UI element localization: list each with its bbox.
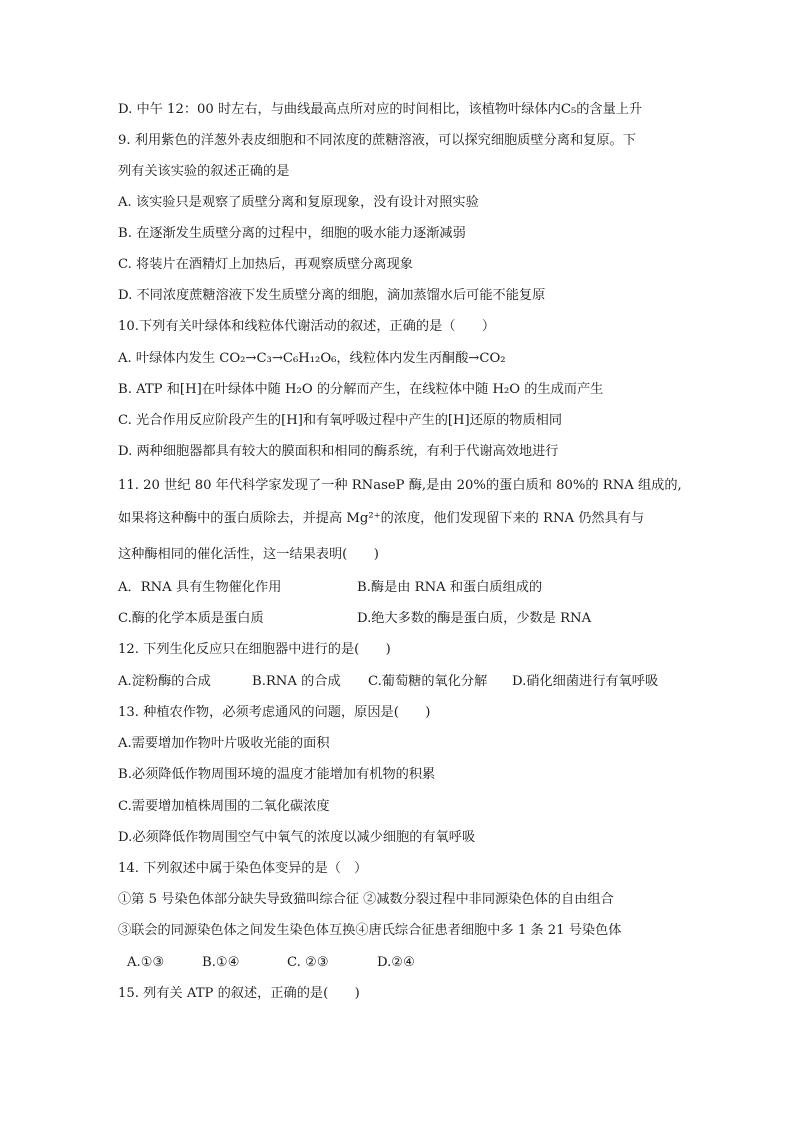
q13-option-d: D.必须降低作物周围空气中氧气的浓度以减少细胞的有氧呼吸 [118, 830, 476, 845]
q14-stem: 14. 下列叙述中属于染色体变异的是（ ） [118, 861, 368, 876]
q13-stem: 13. 种植农作物，必须考虑通风的问题，原因是( ) [118, 705, 431, 720]
q10-option-d: D. 两种细胞器都具有较大的膜面积和相同的酶系统，有利于代谢高效地进行 [118, 444, 559, 459]
q11-option-d: D.绝大多数的酶是蛋白质，少数是 RNA [357, 611, 592, 626]
q15-stem: 15. 列有关 ATP 的叙述，正确的是( ) [118, 986, 360, 1001]
q11-option-b: B.酶是由 RNA 和蛋白质组成的 [357, 580, 543, 595]
q14-option-c: C. ②③ [287, 955, 329, 970]
q9-option-c: C. 将装片在酒精灯上加热后，再观察质壁分离现象 [118, 257, 413, 272]
q14-option-a: A.①③ [127, 955, 165, 970]
q12-option-a: A.淀粉酶的合成 [118, 674, 211, 689]
q10-option-b: B. ATP 和[H]在叶绿体中随 H₂O 的分解而产生，在线粒体中随 H₂O 的生成而产生 [118, 382, 604, 397]
q9-option-b: B. 在逐渐发生质壁分离的过程中，细胞的吸水能力逐渐减弱 [118, 226, 466, 241]
q9-option-a: A. 该实验只是观察了质壁分离和复原现象，没有设计对照实验 [118, 195, 479, 210]
q8-option-d: D. 中午 12：00 时左右，与曲线最高点所对应的时间相比，该植物叶绿体内C₅的含量上升 [118, 102, 643, 117]
q11-option-a: A．RNA 具有生物催化作用 [118, 580, 282, 595]
q13-option-a: A.需要增加作物叶片吸收光能的面积 [118, 736, 330, 751]
q14-items-line1: ①第 5 号染色体部分缺失导致猫叫综合征 ②减数分裂过程中非同源染色体的自由组合 [118, 892, 614, 907]
q14-option-d: D.②④ [377, 955, 415, 970]
q10-option-c: C. 光合作用反应阶段产生的[H]和有氧呼吸过程中产生的[H]还原的物质相同 [118, 413, 563, 428]
q11-option-c: C.酶的化学本质是蛋白质 [118, 611, 264, 626]
q9-option-d: D. 不同浓度蔗糖溶液下发生质壁分离的细胞，滴加蒸馏水后可能不能复原 [118, 288, 546, 303]
q11-stem-line1: 11. 20 世纪 80 年代科学家发现了一种 RNaseP 酶,是由 20%的蛋白质和 80%的 RNA 组成的, [118, 478, 682, 493]
q9-stem-line1: 9. 利用紫色的洋葱外表皮细胞和不同浓度的蔗糖溶液，可以探究细胞质壁分离和复原。下 [118, 133, 636, 148]
q12-option-b: B.RNA 的合成 [252, 674, 341, 689]
q11-stem-line3: 这种酶相同的催化活性，这一结果表明( ) [118, 547, 379, 562]
q12-option-d: D.硝化细菌进行有氧呼吸 [512, 674, 659, 689]
q12-option-c: C.葡萄糖的氧化分解 [368, 674, 488, 689]
q11-stem-line2: 如果将这种酶中的蛋白质除去，并提高 Mg²⁺的浓度，他们发现留下来的 RNA 仍然具有与 [118, 511, 645, 526]
q14-option-b: B.①④ [202, 955, 240, 970]
q10-option-a: A. 叶绿体内发生 CO₂→C₃→C₆H₁₂O₆，线粒体内发生丙酮酸→CO₂ [118, 351, 506, 366]
q10-stem: 10.下列有关叶绿体和线粒体代谢活动的叙述，正确的是（ ） [118, 319, 496, 334]
q9-stem-line2: 列有关该实验的叙述正确的是 [118, 164, 290, 179]
q13-option-b: B.必须降低作物周围环境的温度才能增加有机物的积累 [118, 767, 436, 782]
q13-option-c: C.需要增加植株周围的二氧化碳浓度 [118, 799, 330, 814]
q14-items-line2: ③联会的同源染色体之间发生染色体互换④唐氏综合征患者细胞中多 1 条 21 号染色体 [118, 923, 622, 938]
q12-stem: 12. 下列生化反应只在细胞器中进行的是( ) [118, 642, 391, 657]
